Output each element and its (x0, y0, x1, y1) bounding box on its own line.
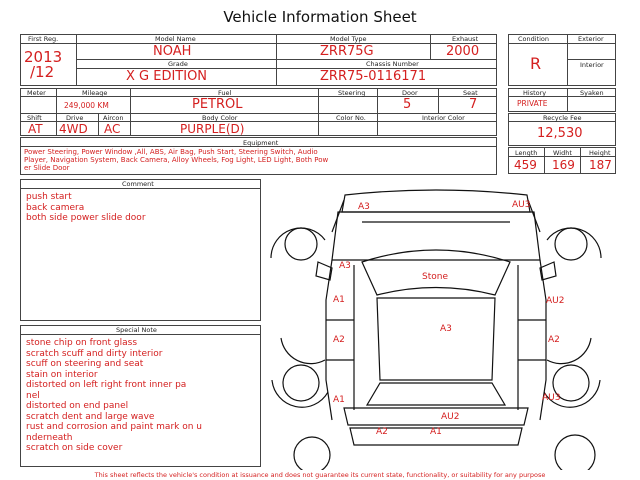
exhaust-label: Exhaust (452, 35, 479, 43)
shift-label: Shift (27, 114, 42, 122)
body-color-value: PURPLE(D) (180, 122, 245, 136)
first-reg-label: First Reg. (28, 35, 59, 43)
damage-mark-left-front-door: A1 (333, 295, 345, 305)
width-value: 169 (552, 158, 575, 172)
damage-mark-front-right: AU3 (512, 200, 531, 210)
note-line: rust and corrosion and paint mark on u (26, 422, 202, 432)
note-line: scratch on side cover (26, 443, 123, 453)
car-damage-diagram (262, 180, 620, 470)
meter-label: Meter (27, 89, 46, 97)
recycle-fee-label: Recycle Fee (543, 114, 582, 122)
mileage-value: 249,000 KM (64, 101, 109, 110)
syaken-label: Syaken (580, 89, 604, 97)
damage-mark-right-front-door: AU2 (546, 296, 565, 306)
grade-value: X G EDITION (126, 69, 208, 84)
fuel-value: PETROL (192, 97, 243, 112)
damage-mark-rear: AU2 (441, 412, 460, 422)
chassis-number-label: Chassis Number (366, 60, 419, 68)
front-left-wheel (285, 228, 317, 260)
length-label: Length (515, 149, 538, 157)
grade-label: Grade (168, 60, 188, 68)
comment-line: push start (26, 192, 72, 202)
model-name-label: Model Name (155, 35, 196, 43)
rear-left-wheel (283, 365, 319, 401)
spare-wheel-right (555, 435, 595, 470)
history-label: History (523, 89, 547, 97)
model-name-value: NOAH (153, 44, 192, 59)
seat-value: 7 (469, 97, 478, 112)
damage-mark-front-left: A3 (358, 202, 370, 212)
note-line: scuff on steering and seat (26, 359, 144, 369)
comment-line: both side power slide door (26, 213, 146, 223)
damage-mark-right-quarter: AU3 (542, 393, 561, 403)
note-line: stain on interior (26, 369, 98, 380)
height-label: Height (589, 149, 611, 157)
note-line: scratch dent and large wave (26, 411, 155, 422)
aircon-value: AC (104, 122, 121, 136)
damage-mark-left-quarter: A1 (333, 395, 345, 405)
shift-value: AT (28, 122, 43, 136)
damage-mark-left-rear-door: A2 (333, 335, 345, 345)
exhaust-value: 2000 (446, 44, 480, 59)
special-note-label: Special Note (116, 326, 157, 334)
comment-list (26, 192, 146, 224)
damage-mark-roof: A3 (440, 324, 452, 334)
fuel-label: Fuel (218, 89, 232, 97)
door-value: 5 (403, 97, 412, 112)
comment-line: back camera (26, 202, 85, 213)
damage-mark-windshield: Stone (422, 272, 448, 282)
body-color-label: Body Color (202, 114, 238, 122)
exterior-label: Exterior (578, 35, 604, 43)
first-reg-month: /12 (30, 63, 55, 81)
damage-mark-left-fender: A3 (339, 261, 351, 271)
note-line: distorted on left right front inner pa (26, 380, 187, 390)
aircon-label: Aircon (103, 114, 124, 122)
disclaimer-footer: This sheet reflects the vehicle's condition at issuance and does not guarantee its current state, functionality, or suitability for any purpose (94, 471, 546, 479)
seat-label: Seat (463, 89, 478, 97)
first-reg-year: 2013 (24, 48, 63, 66)
damage-mark-right-rear-door: A2 (548, 335, 560, 345)
special-note-list (26, 338, 202, 454)
length-value: 459 (514, 158, 537, 172)
condition-label: Condition (518, 35, 550, 43)
model-type-value: ZRR75G (320, 44, 374, 59)
drive-value: 4WD (59, 122, 88, 136)
damage-mark-rear-bumper-left: A2 (376, 427, 388, 437)
interior-label: Interior (580, 61, 604, 69)
mileage-label: Mileage (82, 89, 108, 97)
note-line: distorted on end panel (26, 401, 129, 411)
comment-label: Comment (122, 180, 154, 188)
door-label: Door (402, 89, 418, 97)
interior-color-label: Interior Color (422, 114, 465, 122)
steering-label: Steering (338, 89, 366, 97)
model-type-label: Model Type (330, 35, 367, 43)
chassis-number-value: ZRR75-0116171 (320, 69, 427, 84)
color-no-label: Color No. (336, 114, 366, 122)
spare-wheel-left (294, 437, 330, 470)
car-outline (316, 190, 556, 445)
drive-label: Drive (66, 114, 84, 122)
damage-mark-rear-bumper-right: A1 (430, 427, 442, 437)
note-line: stone chip on front glass (26, 338, 138, 348)
note-line: scratch scuff and dirty interior (26, 348, 163, 359)
sheet-title: Vehicle Information Sheet (223, 8, 417, 26)
equipment-text: Power Steering, Power Window ,All, ABS, Air Bag, Push Start, Steering Switch, Audio Player, Navigation System, Back Camera, Alloy Wheels, Fog Light, LED Light, Both Pow er Slide Door (24, 148, 329, 172)
note-line: nel (26, 390, 40, 401)
equipment-label: Equipment (243, 139, 279, 147)
width-label: Widht (553, 149, 572, 157)
front-right-wheel (555, 228, 587, 260)
history-value: PRIVATE (517, 99, 548, 108)
condition-value: R (530, 54, 542, 73)
note-line: nderneath (26, 432, 73, 443)
height-value: 187 (589, 158, 612, 172)
recycle-fee-value: 12,530 (537, 126, 583, 141)
